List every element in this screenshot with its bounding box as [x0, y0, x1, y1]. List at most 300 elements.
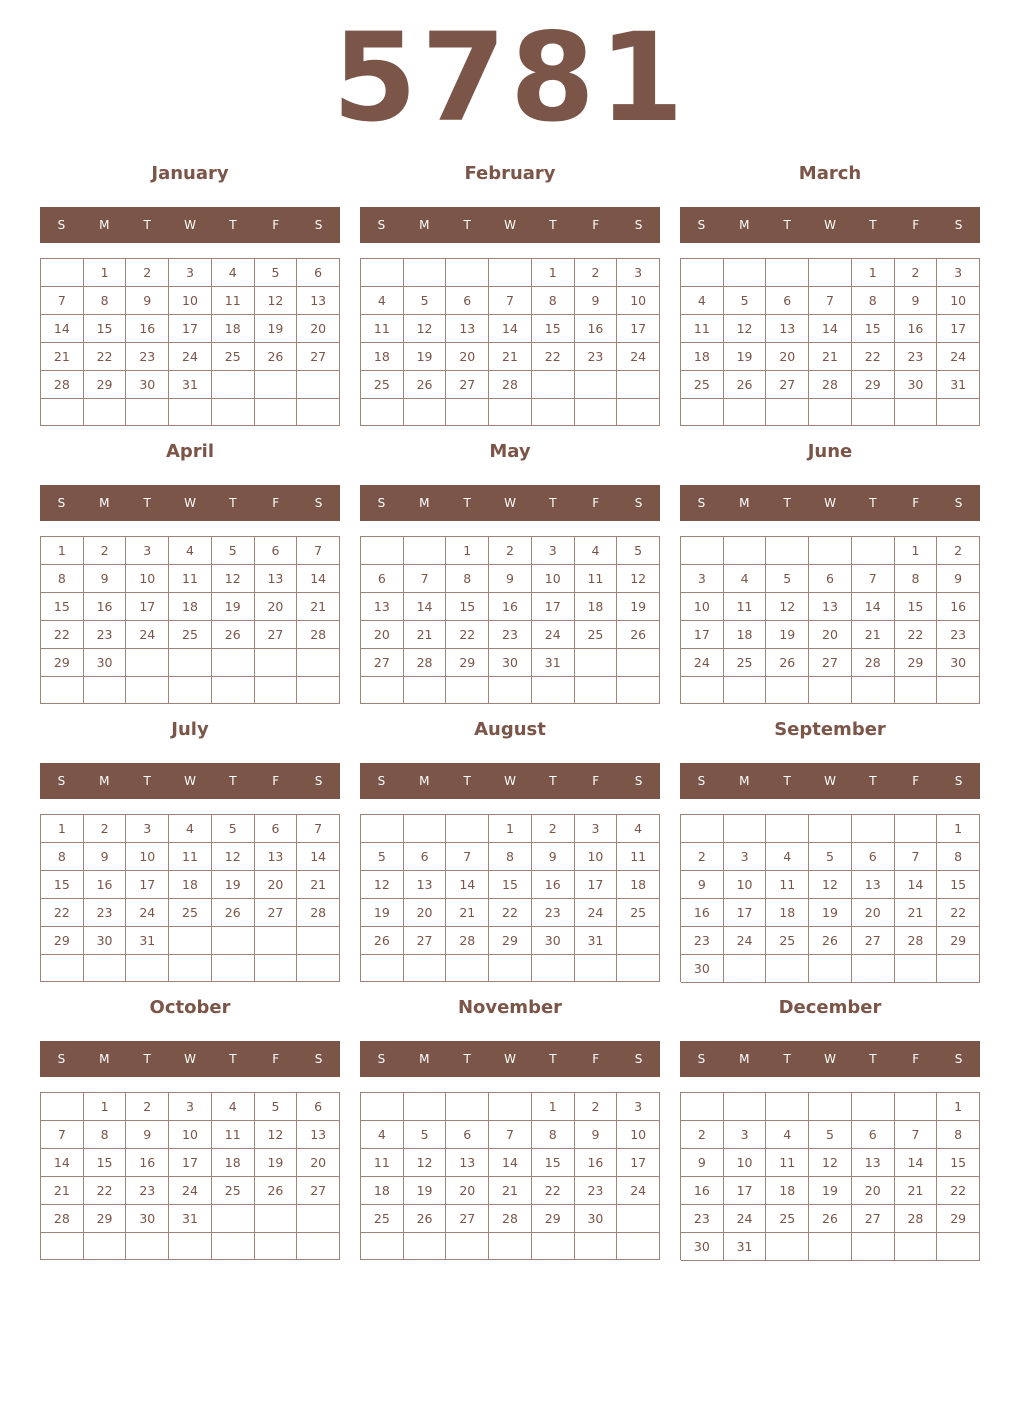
- day-cell: 19: [617, 593, 660, 621]
- day-cell: 4: [212, 259, 255, 287]
- day-cell: [532, 1233, 575, 1260]
- day-cell: [446, 1233, 489, 1260]
- day-cell: 5: [361, 843, 404, 871]
- day-cell: 31: [575, 927, 618, 955]
- day-cell: 14: [895, 1149, 938, 1177]
- day-cell: 22: [937, 1177, 980, 1205]
- day-cell: 28: [41, 1205, 84, 1233]
- day-cell: 9: [681, 1149, 724, 1177]
- day-cell: 6: [446, 1121, 489, 1149]
- day-grid: [40, 536, 340, 704]
- day-cell: 22: [937, 899, 980, 927]
- day-cell: 1: [532, 259, 575, 287]
- day-cell: [575, 649, 618, 677]
- day-cell: [169, 1233, 212, 1260]
- day-cell: 1: [937, 1093, 980, 1121]
- day-cell: [255, 677, 298, 704]
- day-cell: 5: [766, 565, 809, 593]
- day-cell: [809, 1233, 852, 1261]
- day-cell: 19: [212, 871, 255, 899]
- day-cell: 21: [446, 899, 489, 927]
- day-cell: 1: [84, 1093, 127, 1121]
- day-cell: [937, 955, 980, 983]
- day-cell: [895, 677, 938, 704]
- weekday-label: M: [419, 496, 430, 510]
- year-title: 5781: [332, 7, 688, 149]
- weekday-label: W: [504, 774, 516, 788]
- day-cell: 8: [937, 843, 980, 871]
- day-cell: 12: [212, 843, 255, 871]
- day-cell: 9: [681, 871, 724, 899]
- day-cell: [126, 955, 169, 982]
- weekday-label: T: [229, 774, 237, 788]
- day-cell: 23: [575, 343, 618, 371]
- day-cell: 29: [446, 649, 489, 677]
- day-cell: 16: [126, 315, 169, 343]
- day-cell: 13: [404, 871, 447, 899]
- day-cell: 7: [489, 1121, 532, 1149]
- weekday-label: S: [377, 774, 386, 788]
- day-cell: [852, 955, 895, 983]
- day-cell: 10: [724, 871, 767, 899]
- day-cell: 19: [404, 343, 447, 371]
- day-cell: 5: [809, 843, 852, 871]
- day-cell: [575, 955, 618, 982]
- day-cell: [255, 1233, 298, 1260]
- day-cell: 19: [766, 621, 809, 649]
- day-cell: 17: [681, 621, 724, 649]
- day-cell: 2: [575, 1093, 618, 1121]
- day-cell: 7: [852, 565, 895, 593]
- weekday-label: S: [634, 218, 643, 232]
- day-cell: [575, 399, 618, 426]
- day-cell: 19: [724, 343, 767, 371]
- day-cell: 18: [361, 343, 404, 371]
- day-cell: [404, 1233, 447, 1260]
- day-cell: 7: [41, 1121, 84, 1149]
- day-cell: 14: [41, 315, 84, 343]
- day-cell: 20: [852, 1177, 895, 1205]
- weekday-label: S: [954, 496, 963, 510]
- day-cell: 9: [575, 287, 618, 315]
- day-cell: 6: [297, 259, 340, 287]
- day-cell: 28: [809, 371, 852, 399]
- day-cell: 23: [681, 1205, 724, 1233]
- day-cell: 26: [255, 343, 298, 371]
- day-cell: [575, 371, 618, 399]
- day-cell: 1: [852, 259, 895, 287]
- day-cell: [446, 259, 489, 287]
- day-cell: 18: [766, 1177, 809, 1205]
- day-cell: 25: [724, 649, 767, 677]
- day-cell: 4: [766, 1121, 809, 1149]
- day-cell: 22: [41, 899, 84, 927]
- weekday-label: S: [697, 496, 706, 510]
- day-cell: [404, 537, 447, 565]
- day-cell: [766, 399, 809, 426]
- day-cell: 18: [766, 899, 809, 927]
- day-cell: 31: [724, 1233, 767, 1261]
- day-cell: [297, 927, 340, 955]
- day-cell: [809, 677, 852, 704]
- day-cell: 6: [361, 565, 404, 593]
- weekday-label: F: [592, 774, 600, 788]
- day-cell: 9: [489, 565, 532, 593]
- day-cell: [895, 1093, 938, 1121]
- day-cell: [297, 1233, 340, 1260]
- day-cell: 27: [766, 371, 809, 399]
- day-cell: [446, 955, 489, 982]
- day-cell: 3: [532, 537, 575, 565]
- weekday-label: M: [419, 774, 430, 788]
- day-cell: 25: [169, 621, 212, 649]
- day-cell: 12: [404, 1149, 447, 1177]
- day-cell: 10: [169, 287, 212, 315]
- day-cell: 5: [212, 537, 255, 565]
- month-title: June: [807, 441, 853, 462]
- day-cell: [361, 1093, 404, 1121]
- day-cell: 16: [575, 315, 618, 343]
- day-cell: 21: [41, 343, 84, 371]
- day-cell: 3: [937, 259, 980, 287]
- day-cell: 26: [255, 1177, 298, 1205]
- day-cell: 22: [852, 343, 895, 371]
- day-cell: 13: [852, 1149, 895, 1177]
- weekday-label: F: [272, 774, 280, 788]
- day-cell: 1: [41, 537, 84, 565]
- day-cell: 29: [41, 649, 84, 677]
- day-cell: 11: [575, 565, 618, 593]
- day-cell: 7: [297, 537, 340, 565]
- day-cell: [212, 677, 255, 704]
- day-cell: 3: [617, 1093, 660, 1121]
- day-cell: 11: [766, 1149, 809, 1177]
- day-cell: 20: [297, 315, 340, 343]
- weekday-label: S: [57, 1052, 66, 1066]
- day-cell: 21: [297, 871, 340, 899]
- day-cell: 15: [41, 593, 84, 621]
- day-cell: 24: [575, 899, 618, 927]
- day-cell: 28: [297, 899, 340, 927]
- day-cell: 18: [575, 593, 618, 621]
- day-cell: 20: [809, 621, 852, 649]
- weekday-header: [360, 207, 660, 243]
- day-cell: 13: [809, 593, 852, 621]
- day-cell: 30: [681, 955, 724, 983]
- day-cell: 19: [255, 315, 298, 343]
- day-cell: 31: [169, 1205, 212, 1233]
- day-cell: 5: [255, 1093, 298, 1121]
- day-cell: 25: [617, 899, 660, 927]
- day-cell: 2: [126, 1093, 169, 1121]
- day-cell: 8: [446, 565, 489, 593]
- day-cell: [852, 1233, 895, 1261]
- day-cell: 28: [489, 371, 532, 399]
- day-cell: 2: [84, 537, 127, 565]
- day-cell: 6: [446, 287, 489, 315]
- day-cell: 7: [297, 815, 340, 843]
- day-cell: 12: [212, 565, 255, 593]
- day-cell: [84, 1233, 127, 1260]
- day-cell: 28: [489, 1205, 532, 1233]
- weekday-label: T: [463, 1052, 471, 1066]
- day-cell: 11: [212, 1121, 255, 1149]
- day-cell: 15: [489, 871, 532, 899]
- day-cell: [809, 815, 852, 843]
- day-cell: [724, 259, 767, 287]
- day-cell: 13: [297, 287, 340, 315]
- day-cell: 6: [766, 287, 809, 315]
- day-cell: [681, 1093, 724, 1121]
- day-cell: 9: [895, 287, 938, 315]
- day-cell: 25: [766, 927, 809, 955]
- day-cell: [766, 677, 809, 704]
- day-cell: 24: [126, 899, 169, 927]
- day-cell: 3: [169, 259, 212, 287]
- weekday-header: [680, 763, 980, 799]
- weekday-label: M: [99, 496, 110, 510]
- weekday-label: T: [143, 218, 151, 232]
- weekday-label: F: [912, 1052, 920, 1066]
- weekday-header: [40, 763, 340, 799]
- day-cell: 7: [446, 843, 489, 871]
- weekday-label: T: [549, 1052, 557, 1066]
- day-cell: [766, 259, 809, 287]
- weekday-label: S: [954, 218, 963, 232]
- weekday-label: S: [954, 774, 963, 788]
- day-cell: [809, 1093, 852, 1121]
- day-grid: [680, 1092, 980, 1260]
- day-cell: 28: [446, 927, 489, 955]
- day-cell: 4: [766, 843, 809, 871]
- weekday-header: [40, 485, 340, 521]
- weekday-label: W: [824, 218, 836, 232]
- day-cell: 8: [895, 565, 938, 593]
- day-cell: 16: [895, 315, 938, 343]
- day-cell: 10: [126, 565, 169, 593]
- day-cell: 20: [361, 621, 404, 649]
- day-cell: 26: [809, 927, 852, 955]
- day-cell: 4: [169, 815, 212, 843]
- day-cell: [766, 1093, 809, 1121]
- month-title: April: [165, 441, 215, 462]
- weekday-label: T: [783, 774, 791, 788]
- month-title: September: [774, 719, 886, 740]
- day-cell: 29: [41, 927, 84, 955]
- weekday-label: T: [229, 1052, 237, 1066]
- day-cell: 18: [681, 343, 724, 371]
- weekday-header: [680, 485, 980, 521]
- weekday-label: W: [504, 496, 516, 510]
- day-cell: 12: [255, 1121, 298, 1149]
- day-cell: 5: [617, 537, 660, 565]
- day-cell: 14: [446, 871, 489, 899]
- day-cell: 16: [575, 1149, 618, 1177]
- day-cell: 26: [809, 1205, 852, 1233]
- weekday-label: W: [824, 1052, 836, 1066]
- day-cell: 11: [681, 315, 724, 343]
- day-cell: 8: [489, 843, 532, 871]
- day-cell: 15: [895, 593, 938, 621]
- day-cell: 4: [617, 815, 660, 843]
- day-cell: [404, 399, 447, 426]
- day-cell: 12: [255, 287, 298, 315]
- day-cell: 18: [169, 871, 212, 899]
- day-cell: 1: [84, 259, 127, 287]
- day-cell: 13: [852, 871, 895, 899]
- day-cell: [489, 259, 532, 287]
- day-cell: [766, 955, 809, 983]
- weekday-label: T: [549, 774, 557, 788]
- day-cell: 24: [617, 1177, 660, 1205]
- day-cell: 15: [41, 871, 84, 899]
- day-cell: 11: [766, 871, 809, 899]
- day-cell: 14: [297, 565, 340, 593]
- day-cell: [681, 537, 724, 565]
- weekday-label: T: [869, 496, 877, 510]
- day-cell: 22: [895, 621, 938, 649]
- day-cell: [41, 677, 84, 704]
- day-cell: 10: [532, 565, 575, 593]
- day-cell: 15: [937, 1149, 980, 1177]
- day-cell: 27: [446, 1205, 489, 1233]
- day-cell: 26: [361, 927, 404, 955]
- day-cell: 15: [532, 315, 575, 343]
- day-cell: 5: [809, 1121, 852, 1149]
- day-grid: [680, 258, 980, 426]
- day-cell: 4: [575, 537, 618, 565]
- day-cell: 16: [681, 899, 724, 927]
- day-cell: 3: [126, 537, 169, 565]
- day-cell: 23: [575, 1177, 618, 1205]
- day-cell: 2: [895, 259, 938, 287]
- day-cell: [361, 1233, 404, 1260]
- weekday-label: T: [869, 1052, 877, 1066]
- day-cell: 17: [617, 315, 660, 343]
- weekday-label: S: [634, 774, 643, 788]
- weekday-label: S: [57, 774, 66, 788]
- day-cell: [212, 371, 255, 399]
- day-cell: [41, 259, 84, 287]
- day-cell: 15: [532, 1149, 575, 1177]
- day-cell: 7: [895, 1121, 938, 1149]
- day-cell: 2: [681, 1121, 724, 1149]
- day-cell: [895, 399, 938, 426]
- day-cell: 17: [617, 1149, 660, 1177]
- weekday-label: S: [314, 1052, 323, 1066]
- day-cell: [724, 537, 767, 565]
- day-cell: 2: [681, 843, 724, 871]
- day-cell: 20: [446, 343, 489, 371]
- month-title: July: [171, 719, 209, 740]
- weekday-label: F: [592, 1052, 600, 1066]
- day-cell: 27: [809, 649, 852, 677]
- day-cell: 2: [489, 537, 532, 565]
- day-cell: 15: [84, 315, 127, 343]
- day-cell: [404, 955, 447, 982]
- day-cell: 9: [126, 287, 169, 315]
- day-cell: [126, 649, 169, 677]
- day-cell: [489, 677, 532, 704]
- day-cell: [446, 815, 489, 843]
- day-cell: 16: [489, 593, 532, 621]
- day-cell: [617, 927, 660, 955]
- day-cell: [446, 1093, 489, 1121]
- day-cell: 24: [617, 343, 660, 371]
- day-cell: 30: [895, 371, 938, 399]
- day-cell: 21: [852, 621, 895, 649]
- weekday-label: W: [504, 1052, 516, 1066]
- day-cell: [169, 399, 212, 426]
- day-cell: 1: [895, 537, 938, 565]
- day-cell: [809, 537, 852, 565]
- weekday-label: M: [419, 1052, 430, 1066]
- month-title: December: [778, 997, 882, 1018]
- day-cell: 7: [895, 843, 938, 871]
- day-cell: 21: [809, 343, 852, 371]
- weekday-label: W: [184, 1052, 196, 1066]
- weekday-label: F: [272, 1052, 280, 1066]
- day-cell: 1: [446, 537, 489, 565]
- day-cell: 9: [84, 565, 127, 593]
- weekday-label: T: [463, 496, 471, 510]
- day-cell: 27: [297, 343, 340, 371]
- day-cell: 13: [766, 315, 809, 343]
- weekday-header: [40, 1041, 340, 1077]
- day-cell: [852, 1093, 895, 1121]
- day-cell: 22: [489, 899, 532, 927]
- day-cell: 7: [41, 287, 84, 315]
- month-title: October: [149, 997, 231, 1018]
- day-grid: [360, 814, 660, 982]
- weekday-header: [360, 763, 660, 799]
- day-cell: 6: [852, 1121, 895, 1149]
- day-cell: [212, 955, 255, 982]
- day-cell: [255, 649, 298, 677]
- day-cell: 22: [41, 621, 84, 649]
- weekday-label: T: [143, 1052, 151, 1066]
- day-cell: [255, 1205, 298, 1233]
- weekday-label: S: [697, 218, 706, 232]
- day-cell: [766, 815, 809, 843]
- day-cell: [937, 677, 980, 704]
- day-cell: 8: [852, 287, 895, 315]
- day-cell: 28: [895, 1205, 938, 1233]
- day-cell: 6: [404, 843, 447, 871]
- day-cell: 20: [446, 1177, 489, 1205]
- day-cell: 6: [297, 1093, 340, 1121]
- day-cell: [212, 649, 255, 677]
- day-grid: [360, 536, 660, 704]
- weekday-label: F: [592, 218, 600, 232]
- weekday-label: T: [229, 218, 237, 232]
- day-cell: 10: [575, 843, 618, 871]
- day-cell: 3: [724, 843, 767, 871]
- day-cell: [575, 677, 618, 704]
- day-cell: 2: [126, 259, 169, 287]
- weekday-label: S: [57, 496, 66, 510]
- day-cell: [41, 399, 84, 426]
- weekday-label: S: [377, 218, 386, 232]
- day-cell: [361, 955, 404, 982]
- day-cell: 12: [766, 593, 809, 621]
- day-cell: 13: [446, 1149, 489, 1177]
- day-cell: [681, 677, 724, 704]
- day-cell: 13: [446, 315, 489, 343]
- day-cell: 11: [361, 315, 404, 343]
- day-cell: 16: [84, 593, 127, 621]
- day-cell: [169, 649, 212, 677]
